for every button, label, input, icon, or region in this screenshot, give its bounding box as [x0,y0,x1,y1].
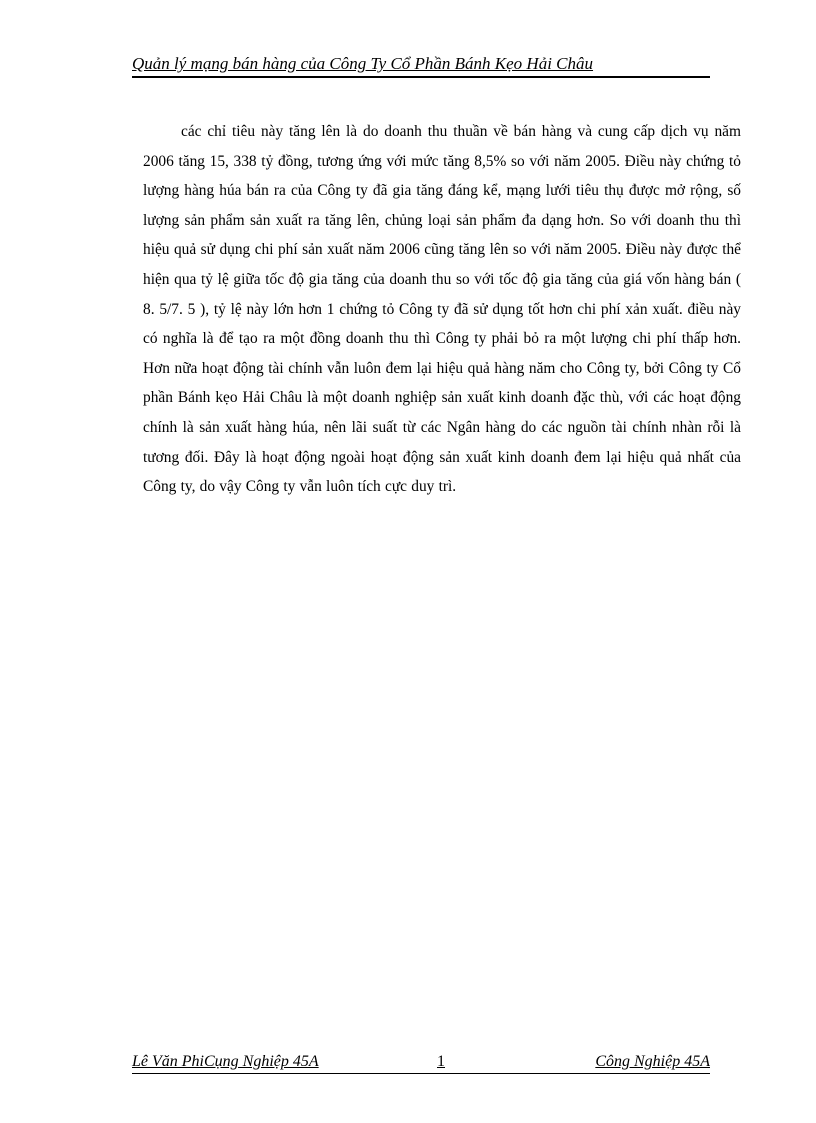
page-footer [132,1052,710,1074]
page-number: 1 [437,1053,445,1070]
page-header [132,52,710,78]
header-title: Quản lý mạng bán hàng của Công Ty Cổ Phần Bánh Kẹo Hải Châu [132,54,594,73]
body-paragraph: các chỉ tiêu này tăng lên là do doanh thu thuần về bán hàng và cung cấp dịch vụ năm 2006 tăng 15, 338 tỷ đồng, tương ứng với mức tăng 8,5% so với năm 2005. Điều này chứng tỏ lượng hàng húa bán ra của Công ty đã gia tăng đáng kể, mạng lưới tiêu thụ được mở rộng, số lượng sản phẩm sản xuất ra tăng lên, chủng loại sản phẩm đa dạng hơn. So với doanh thu thì hiệu quả sử dụng chi phí sản xuất năm 2006 cũng tăng lên so với năm 2005. Điều này được thể hiện qua tỷ lệ giữa tốc độ gia tăng của doanh thu so với tốc độ gia tăng của giá vốn hàng bán ( 8. 5/7. 5 ), tỷ lệ này lớn hơn 1 chứng tỏ Công ty đã sử dụng tốt hơn chi phí xản xuất. điều này có nghĩa là để tạo ra một đồng doanh thu thì Công ty phải bỏ ra một lượng chi phí thấp hơn. Hơn nữa hoạt động tài chính vẫn luôn đem lại hiệu quả hàng năm cho Công ty, bởi Công ty Cổ phần Bánh kẹo Hải Châu là một doanh nghiệp sản xuất kinh doanh đặc thù, với các hoạt động chính là sản xuất hàng húa, nên lãi suất từ các Ngân hàng do các nguồn tài chính nhàn rỗi là tương đối. Đây là hoạt động ngoài hoạt động sản xuất kinh doanh đem lại hiệu quả nhất của Công ty, do vậy Công ty vẫn luôn tích cực duy trì. [143,123,741,496]
footer-author: Lê Văn PhiCụng Nghiệp 45A [132,1053,319,1070]
footer-department: Công Nghiệp 45A [595,1053,710,1070]
